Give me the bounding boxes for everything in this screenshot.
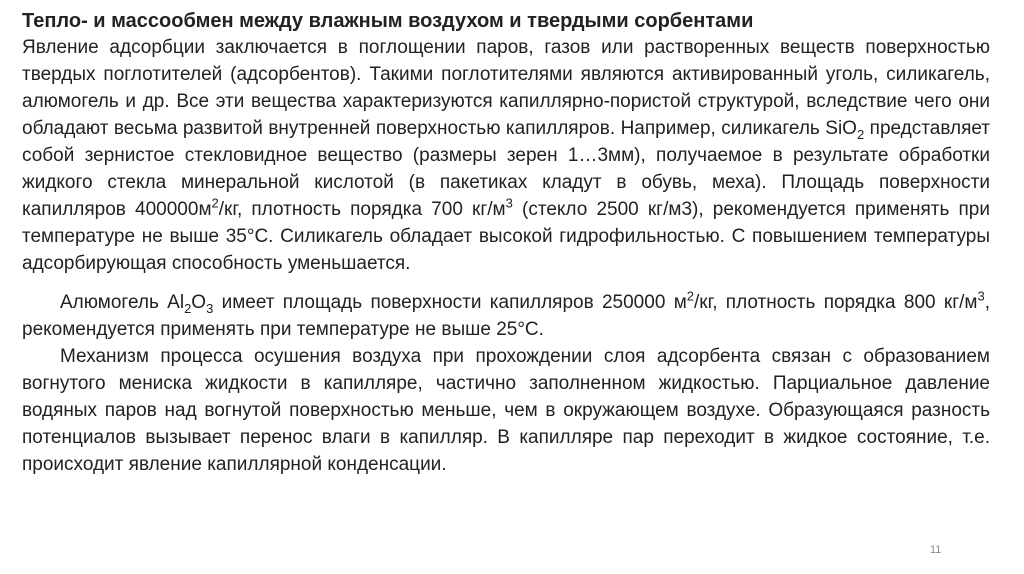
subscript: 2 (856, 126, 865, 142)
paragraph-text: Явление адсорбции заключается в поглощении паров, газов или растворенных веществ поверхностью твердых поглотителей (адсорбентов). Такими поглотителями являются активированный уголь, силикагель, алюмогель и др. Все эти вещества характеризуются капиллярно-пористой структурой, вследствие чего они обладают весьма развитой внутренней поверхностью капилляров. Например, силикагель SiO (22, 37, 990, 139)
superscript: 3 (977, 288, 985, 304)
superscript: 2 (211, 195, 219, 211)
superscript: 3 (505, 195, 513, 211)
subscript: 2 (184, 300, 192, 316)
subscript: 3 (206, 300, 214, 316)
paragraph-alumogel (22, 289, 990, 343)
paragraph-adsorption (22, 34, 990, 277)
superscript: 2 (686, 288, 694, 304)
paragraph-text: O (191, 292, 207, 313)
paragraph-text: (стекло 2500 кг/м3), рекомендуется применять при температуре не выше 35°С. Силикагель обладает высокой гидрофильностью. С повышением температуры адсорбирующая способность уменьшается. (22, 199, 990, 274)
paragraph-text: /кг, плотность порядка 700 кг/м (218, 199, 506, 220)
paragraph-text: /кг, плотность порядка 800 кг/м (694, 292, 978, 313)
paragraph-text: имеет площадь поверхности капилляров 250000 м (213, 292, 687, 313)
slide-title: Тепло- и массообмен между влажным воздухом и твердыми сорбентами (22, 10, 754, 32)
paragraph-text: представляет собой зернистое стекловидное вещество (размеры зерен 1…3мм), получаемое в результате обработки жидкого стекла минеральной кислотой (в пакетиках кладут в обувь, меха). Площадь поверхности капилляров 400000м (22, 118, 990, 220)
paragraph-text: , рекомендуется применять при температуре не выше 25°С. (22, 292, 990, 340)
paragraph-mechanism (22, 343, 990, 478)
paragraph-text: Алюмогель Al (60, 292, 185, 313)
paragraph-text: Механизм процесса осушения воздуха при прохождении слоя адсорбента связан с образованием вогнутого мениска жидкости в капилляре, частично заполненном жидкостью. Парциальное давление водяных паров над вогнутой поверхностью меньше, чем в окружающем воздухе. Образующаяся разность потенциалов вызывает перенос влаги в капилляр. В капилляре пар переходит в жидкое состояние, т.е. происходит явление капиллярной конденсации. (22, 346, 990, 475)
page-number: 11 (930, 544, 942, 556)
slide-content (22, 8, 990, 478)
